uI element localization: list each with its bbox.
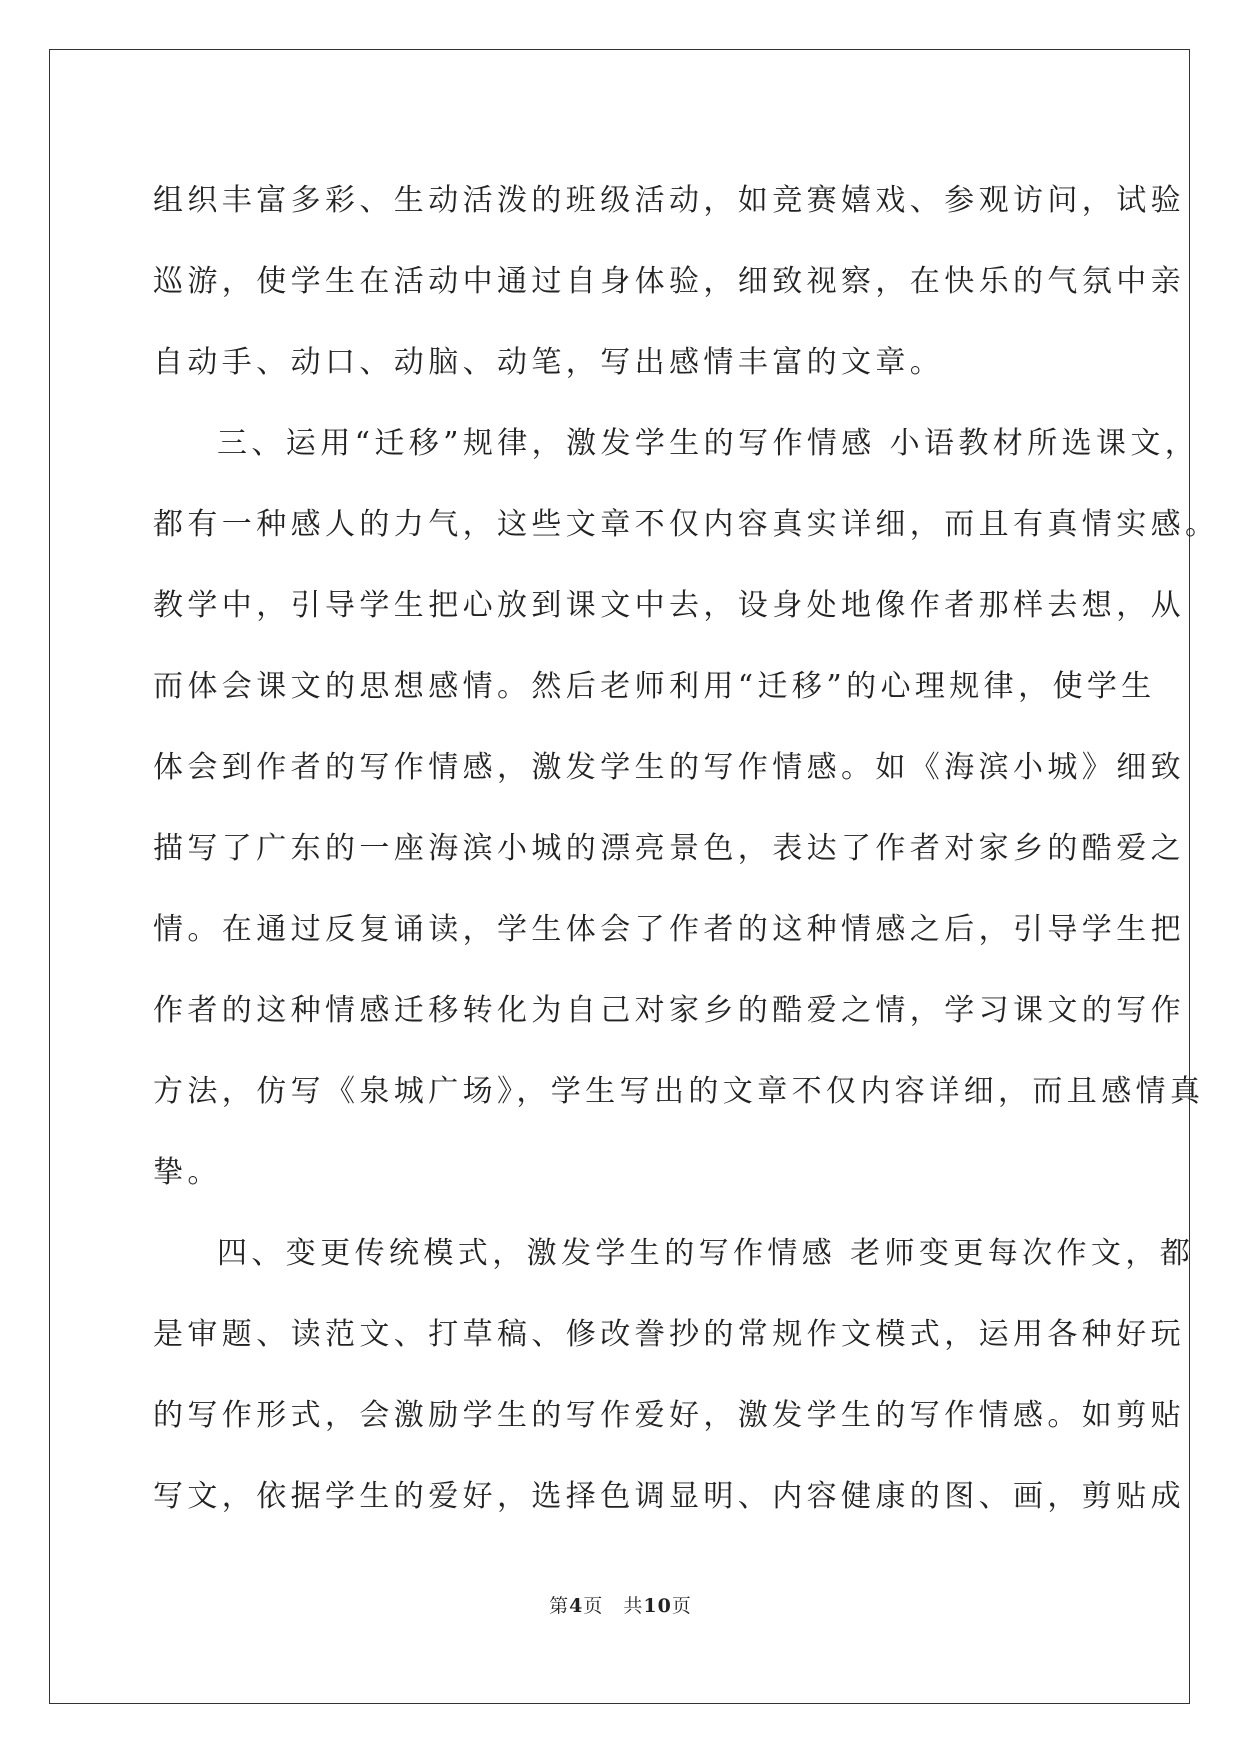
- text-line: 写文，依据学生的爱好，选择色调显明、内容健康的图、画，剪贴成: [153, 1479, 1185, 1514]
- total-suffix: 页: [671, 1595, 692, 1617]
- text-line: 教学中，引导学生把心放到课文中去，设身处地像作者那样去想，从: [153, 588, 1185, 623]
- page-number: 4: [569, 1595, 584, 1617]
- page-prefix: 第: [549, 1595, 570, 1617]
- text-line: 的写作形式，会激励学生的写作爱好，激发学生的写作情感。如剪贴: [153, 1398, 1185, 1433]
- section-heading-line: 四、变更传统模式，激发学生的写作情感 老师变更每次作文，都: [217, 1236, 1195, 1271]
- text-line: 方法，仿写《泉城广场》，学生写出的文章不仅内容详细，而且感情真: [153, 1074, 1205, 1109]
- text-line: 作者的这种情感迁移转化为自己对家乡的酷爱之情，学习课文的写作: [153, 993, 1185, 1028]
- text-line: 描写了广东的一座海滨小城的漂亮景色，表达了作者对家乡的酷爱之: [153, 831, 1185, 866]
- total-prefix: 共: [623, 1595, 644, 1617]
- text-line: 都有一种感人的力气，这些文章不仅内容真实详细，而且有真情实感。: [153, 507, 1220, 542]
- text-line: 而体会课文的思想感情。然后老师利用“迁移”的心理规律，使学生: [153, 669, 1156, 704]
- section-heading-line: 三、运用“迁移”规律，激发学生的写作情感 小语教材所选课文，: [217, 426, 1200, 461]
- text-line: 自动手、动口、动脑、动笔，写出感情丰富的文章。: [153, 345, 945, 380]
- text-line: 体会到作者的写作情感，激发学生的写作情感。如《海滨小城》细致: [153, 750, 1185, 785]
- text-line: 挚。: [153, 1155, 222, 1190]
- page-footer: [0, 1594, 1241, 1618]
- document-body: [153, 160, 1220, 1537]
- text-line: 是审题、读范文、打草稿、修改誊抄的常规作文模式，运用各种好玩: [153, 1317, 1185, 1352]
- total-pages: 10: [643, 1595, 672, 1617]
- text-line: 组织丰富多彩、生动活泼的班级活动，如竞赛嬉戏、参观访问，试验: [153, 183, 1185, 218]
- text-line: 情。在通过反复诵读，学生体会了作者的这种情感之后，引导学生把: [153, 912, 1185, 947]
- page-suffix: 页: [583, 1595, 604, 1617]
- text-line: 巡游，使学生在活动中通过自身体验，细致视察，在快乐的气氛中亲: [153, 264, 1185, 299]
